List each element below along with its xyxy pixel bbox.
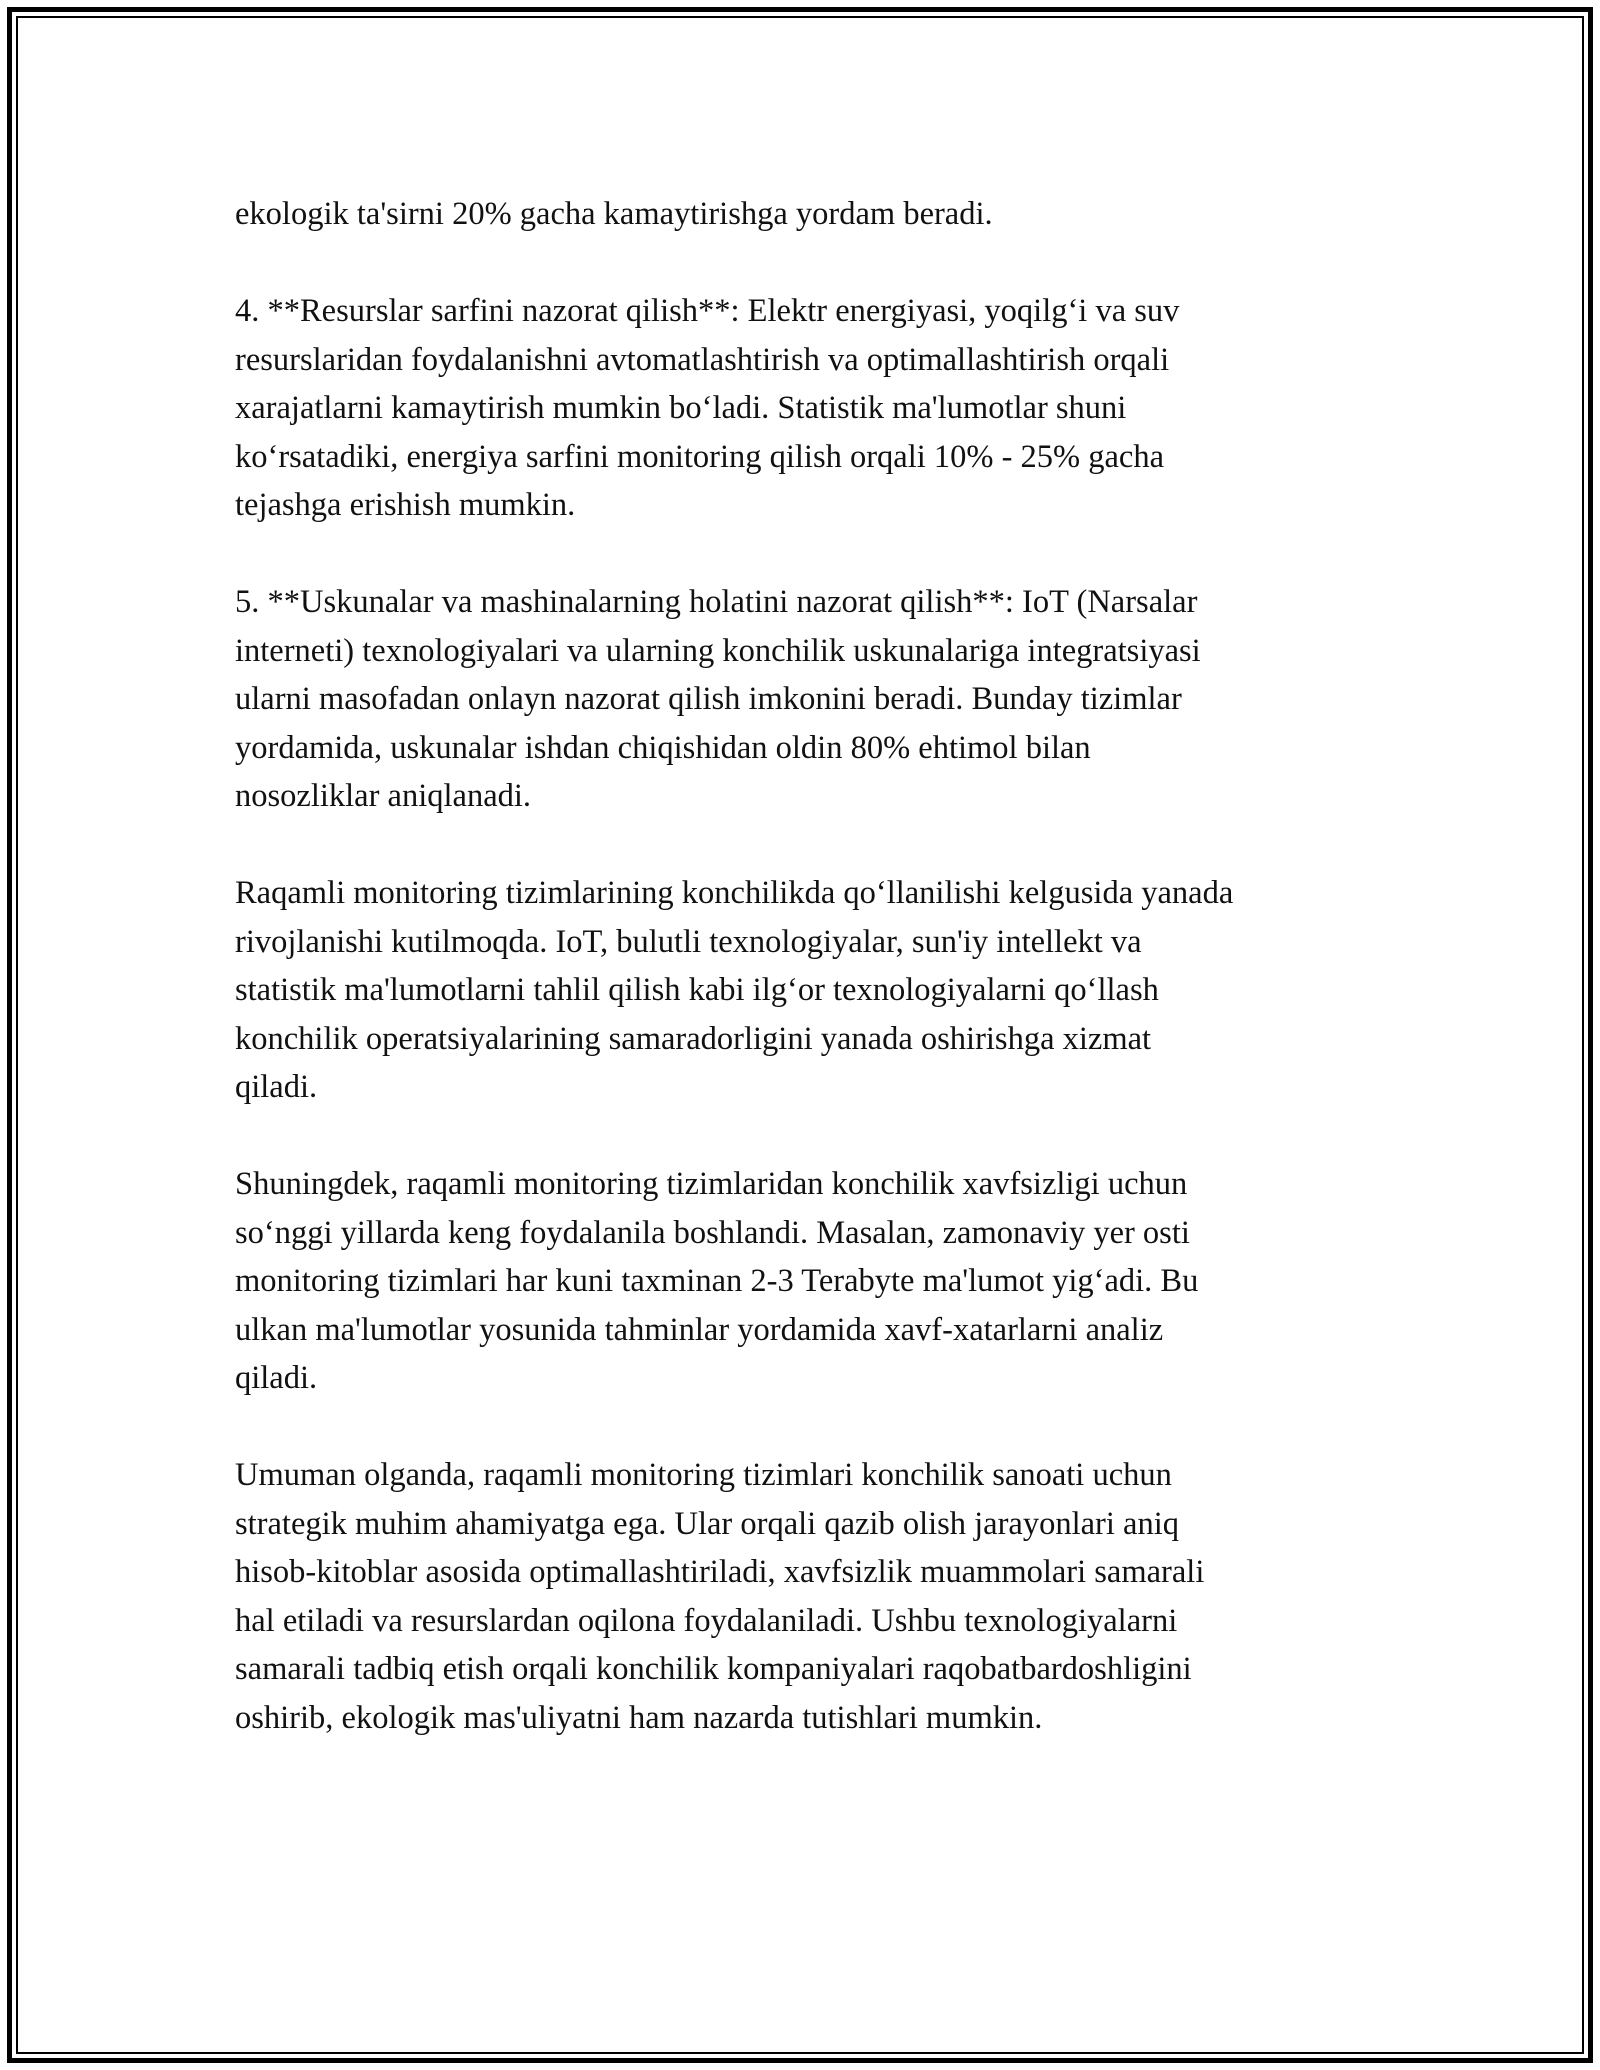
paragraph-equipment-monitoring: 5. **Uskunalar va mashinalarning holatini nazorat qilish**: IoT (Narsalar interneti) texnologiyalari va ularning konchilik uskunalariga integratsiyasi ularni masofadan onlayn nazorat qilish imkonini beradi. Bunday tizimlar yordamida, uskunalar ishdan chiqishidan oldin 80% ehtimol bilan nosozliklar aniqlanadi. xyxy=(235,584,1201,814)
document-body xyxy=(235,190,1375,1791)
paragraph-resource-control: 4. **Resurslar sarfini nazorat qilish**: Elektr energiyasi, yoqilg‘i va suv resurslaridan foydalanishni avtomatlashtirish va optimallashtirish orqali xarajatlarni kamaytirish mumkin bo‘ladi. Statistik ma'lumotlar shuni ko‘rsatadiki, energiya sarfini monitoring qilish orqali 10% - 25% gacha tejashga erishish mumkin. xyxy=(235,293,1180,523)
paragraph-safety-monitoring: Shuningdek, raqamli monitoring tizimlaridan konchilik xavfsizligi uchun so‘nggi yillarda keng foydalanila boshlandi. Masalan, zamonaviy yer osti monitoring tizimlari har kuni taxminan 2-3 Terabyte ma'lumot yig‘adi. Bu ulkan ma'lumotlar yosunida tahminlar yordamida xavf-xatarlarni analiz qiladi. xyxy=(235,1166,1199,1396)
paragraph-continuation: ekologik ta'sirni 20% gacha kamaytirishga yordam beradi. xyxy=(235,196,993,232)
paragraph-future-development: Raqamli monitoring tizimlarining konchilikda qo‘llanilishi kelgusida yanada rivojlanishi kutilmoqda. IoT, bulutli texnologiyalar, sun'iy intellekt va statistik ma'lumotlarni tahlil qilish kabi ilg‘or texnologiyalarni qo‘llash konchilik operatsiyalarining samaradorligini yanada oshirishga xizmat qiladi. xyxy=(235,875,1234,1105)
paragraph-conclusion: Umuman olganda, raqamli monitoring tizimlari konchilik sanoati uchun strategik muhim ahamiyatga ega. Ular orqali qazib olish jarayonlari aniq hisob-kitoblar asosida optimallashtiriladi, xavfsizlik muammolari samarali hal etiladi va resurslardan oqilona foydalaniladi. Ushbu texnologiyalarni samarali tadbiq etish orqali konchilik kompaniyalari raqobatbardoshligini oshirib, ekologik mas'uliyatni ham nazarda tutishlari mumkin. xyxy=(235,1457,1205,1736)
